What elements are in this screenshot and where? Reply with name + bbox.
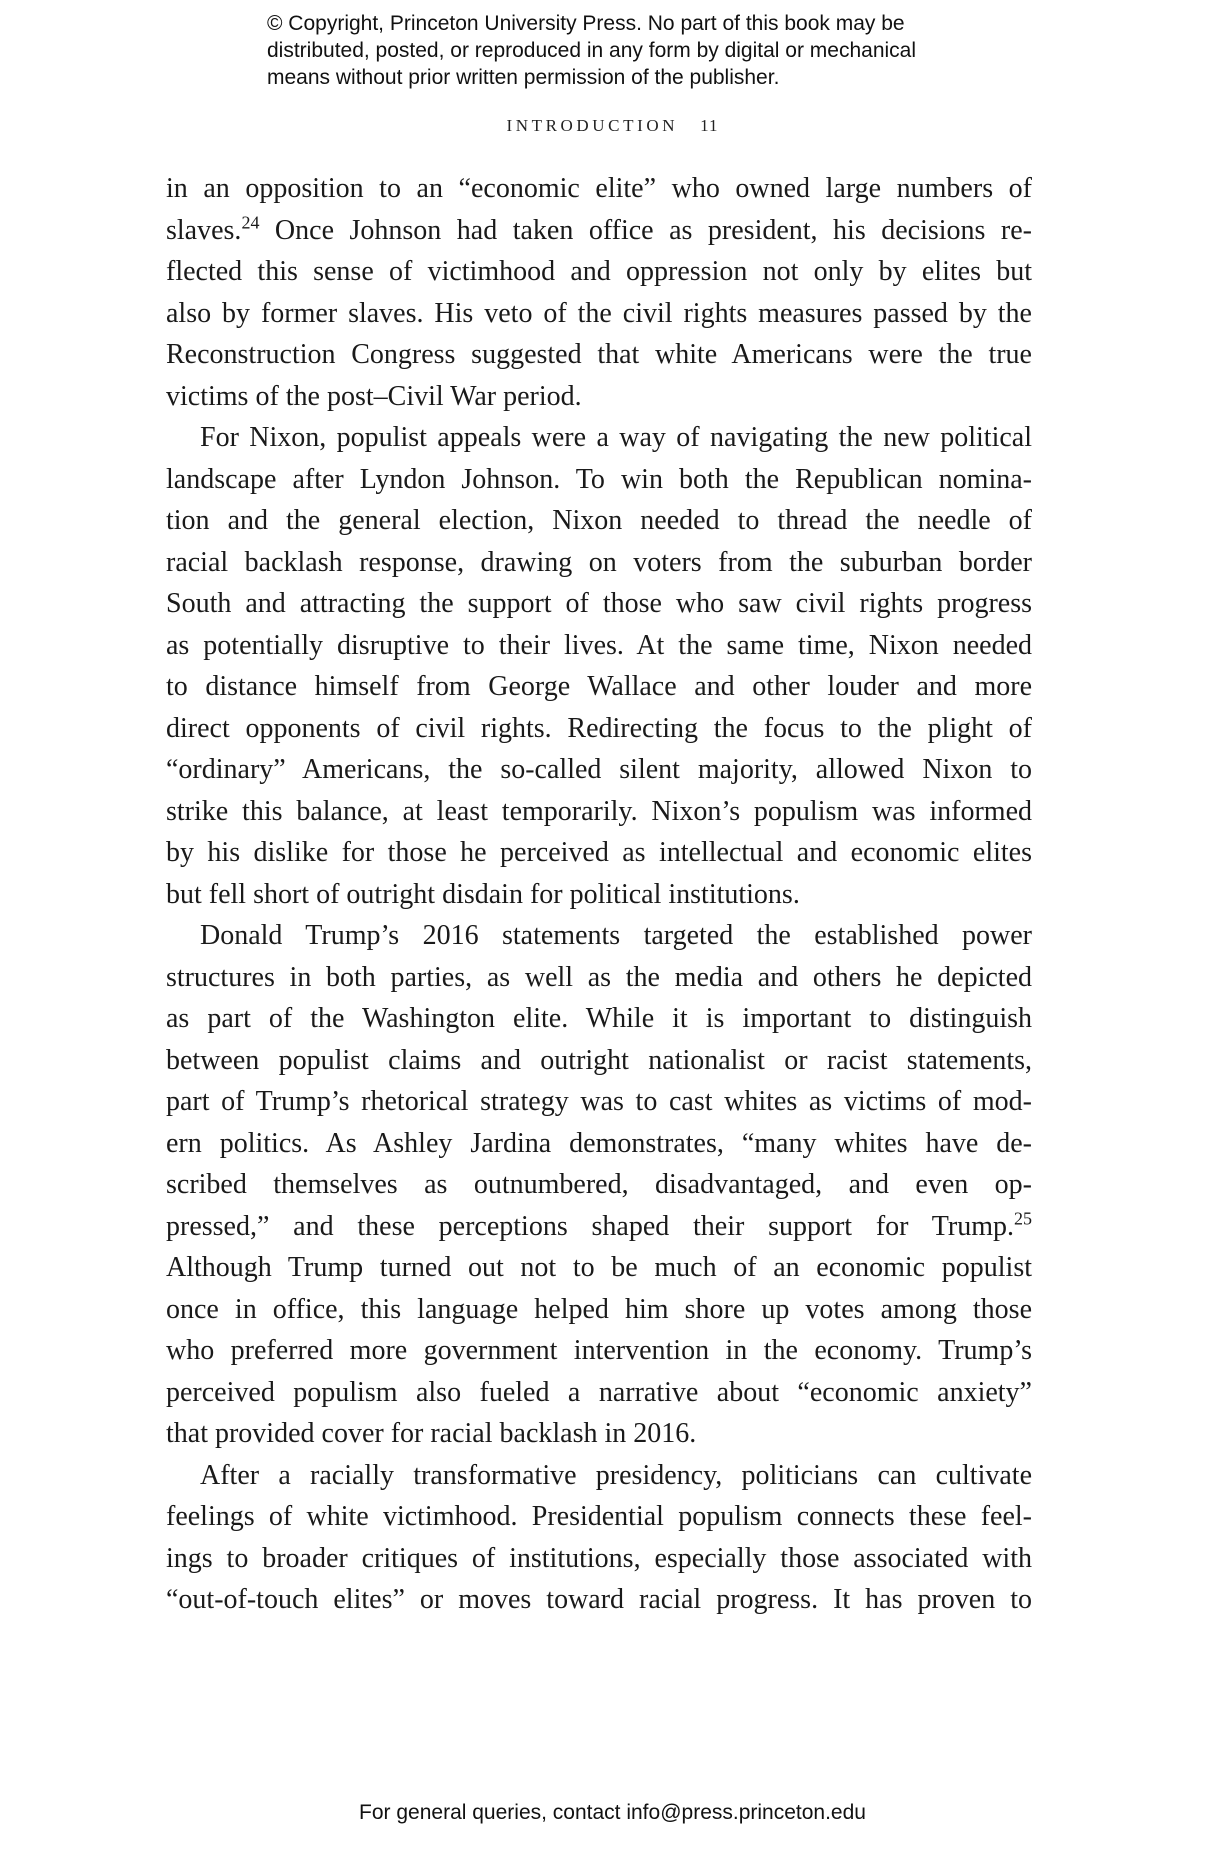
text-line: to distance himself from George Wallace and other louder and more [166, 671, 1032, 702]
text-line [166, 1206, 1032, 1248]
text-line: “ordinary” Americans, the so-called silent majority, allowed Nixon to [166, 754, 1032, 785]
running-head [0, 116, 1225, 136]
text-line: that provided cover for racial backlash in 2016. [166, 1418, 697, 1449]
copyright-line: distributed, posted, or reproduced in any form by digital or mechanical [267, 39, 917, 62]
text-line: but fell short of outright disdain for political institutions. [166, 878, 800, 910]
text-line: as potentially disruptive to their lives. At the same time, Nixon needed [166, 629, 1032, 661]
text-line: ern politics. As Ashley Jardina demonstrates, “many whites have de- [166, 1127, 1032, 1159]
text-line: scribed themselves as outnumbered, disadvantaged, and even op- [166, 1169, 1032, 1200]
text-fragment: Once Johnson had taken office as president, his decisions re- [259, 214, 1032, 246]
text-line: in an opposition to an “economic elite” who owned large numbers of [166, 173, 1032, 204]
text-line: part of Trump’s rhetorical strategy was to cast whites as victims of mod- [166, 1086, 1032, 1117]
footer-contact: For general queries, contact info@press.princeton.edu [359, 1801, 866, 1824]
text-line: between populist claims and outright nationalist or racist statements, [166, 1044, 1032, 1076]
footnote-marker[interactable]: 25 [1014, 1208, 1032, 1229]
text-line: flected this sense of victimhood and oppression not only by elites but [166, 256, 1032, 287]
text-line: Reconstruction Congress suggested that white Americans were the true [166, 339, 1032, 370]
text-line: racial backlash response, drawing on voters from the suburban border [166, 546, 1032, 578]
text-line: as part of the Washington elite. While it is important to distinguish [166, 1003, 1032, 1034]
text-line: by his dislike for those he perceived as intellectual and economic elites [166, 837, 1032, 868]
text-line: once in office, this language helped him shore up votes among those [166, 1293, 1032, 1325]
text-fragment: pressed,” and these perceptions shaped their support for Trump. [166, 1210, 1014, 1242]
text-line: For Nixon, populist appeals were a way of navigating the new political [200, 422, 1032, 453]
running-head-title: INTRODUCTION [506, 116, 679, 135]
text-line: structures in both parties, as well as the media and others he depicted [166, 961, 1032, 993]
text-line: tion and the general election, Nixon needed to thread the needle of [166, 505, 1032, 536]
text-line: South and attracting the support of those who saw civil rights progress [166, 588, 1032, 619]
copyright-line: © Copyright, Princeton University Press. No part of this book may be [267, 12, 905, 35]
text-line: direct opponents of civil rights. Redirecting the focus to the plight of [166, 712, 1032, 744]
text-line: Donald Trump’s 2016 statements targeted the established power [200, 920, 1032, 951]
text-line: who preferred more government intervention in the economy. Trump’s [166, 1335, 1032, 1366]
text-line: victims of the post–Civil War period. [166, 380, 582, 412]
text-fragment: slaves. [166, 214, 242, 246]
text-line: landscape after Lyndon Johnson. To win both the Republican nomina- [166, 463, 1032, 495]
page-number: 11 [700, 116, 719, 135]
text-line: perceived populism also fueled a narrative about “economic anxiety” [166, 1376, 1032, 1408]
copyright-line: means without prior written permission of the publisher. [267, 66, 780, 89]
body-text [166, 168, 1032, 1621]
text-line: Although Trump turned out not to be much of an economic populist [166, 1252, 1032, 1283]
text-line: “out-of-touch elites” or moves toward racial progress. It has proven to [166, 1584, 1032, 1615]
text-line: ings to broader critiques of institutions, especially those associated with [166, 1542, 1032, 1574]
copyright-notice [267, 10, 1027, 91]
text-line: strike this balance, at least temporarily. Nixon’s populism was informed [166, 795, 1032, 827]
text-line: feelings of white victimhood. Presidential populism connects these feel- [166, 1501, 1032, 1532]
text-line: also by former slaves. His veto of the civil rights measures passed by the [166, 297, 1032, 329]
text-line [166, 210, 1032, 252]
text-line: After a racially transformative presidency, politicians can cultivate [200, 1459, 1032, 1491]
footnote-marker[interactable]: 24 [241, 212, 260, 233]
